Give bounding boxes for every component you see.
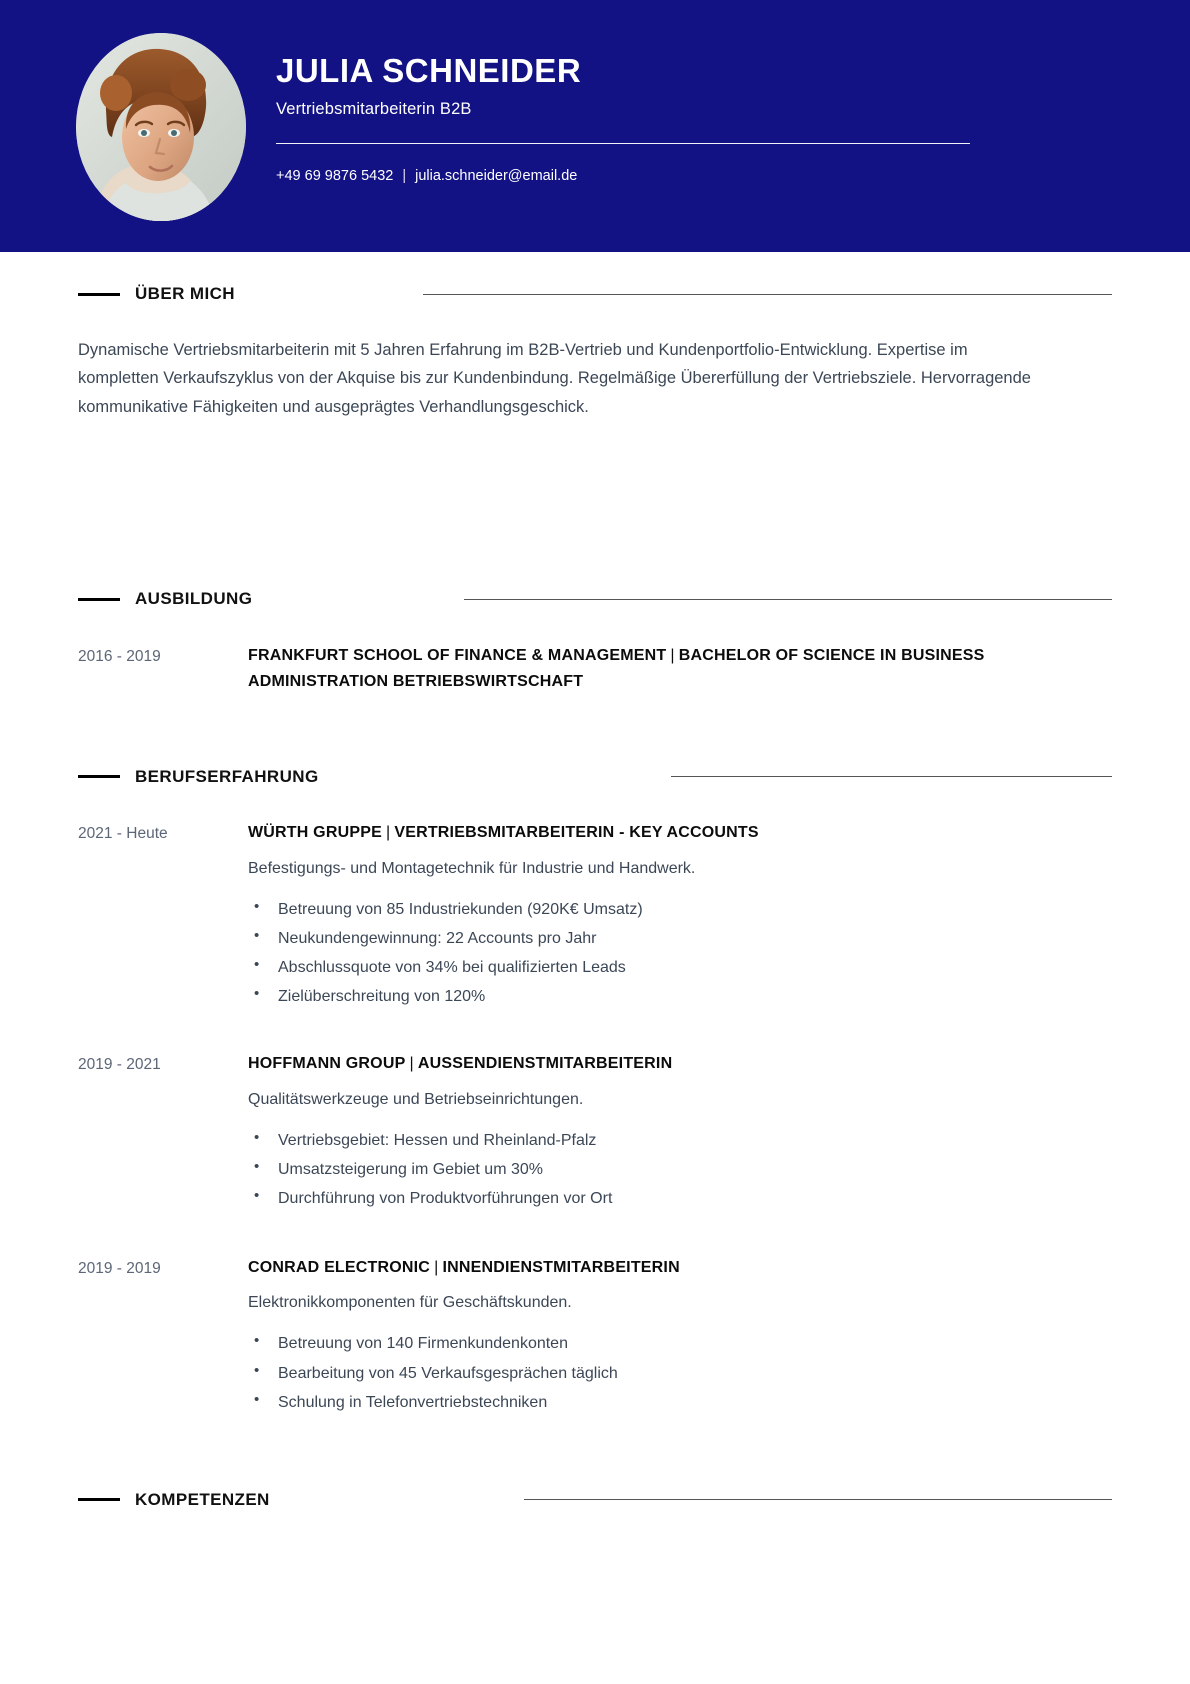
page-title: JULIA SCHNEIDER	[276, 52, 582, 89]
section-experience	[78, 767, 1112, 1417]
education-entry	[78, 643, 1112, 695]
experience-description: Qualitätswerkzeuge und Betriebseinrichtungen.	[248, 1091, 584, 1109]
experience-company: CONRAD ELECTRONIC	[248, 1258, 431, 1276]
experience-bullets	[248, 1126, 1038, 1213]
about-text: Dynamische Vertriebsmitarbeiterin mit 5 Jahren Erfahrung im B2B-Vertrieb und Kundenportfolio-Entwicklung. Expertise im kompletten Verkaufszyklus von der Akquise bis zur Kundenbindung. Regelmäßige Übererfüllung der Vertriebsziele. Hervorragende kommunikative Fähigkeiten und ausgeprägtes Verhandlungsgeschick.	[78, 341, 1031, 416]
section-dash-icon	[78, 775, 120, 778]
experience-details	[248, 1255, 1038, 1417]
experience-entry	[78, 1051, 1112, 1213]
list-item: • Schulung in Telefonvertriebstechniken	[248, 1388, 1038, 1417]
job-title: Vertriebsmitarbeiterin B2B	[276, 100, 472, 119]
email-address[interactable]: julia.schneider@email.de	[415, 168, 578, 185]
education-degree: BACHELOR OF SCIENCE IN BUSINESS ADMINISTRATION BETRIEBSWIRTSCHAFT	[248, 647, 985, 691]
experience-date: 2019 - 2019	[78, 1259, 161, 1277]
list-item: • Durchführung von Produktvorführungen vor Ort	[248, 1184, 1038, 1213]
list-item: • Umsatzsteigerung im Gebiet um 30%	[248, 1155, 1038, 1184]
experience-company: HOFFMANN GROUP	[248, 1055, 406, 1073]
experience-title	[248, 820, 1038, 846]
list-item: • Abschlussquote von 34% bei qualifizierten Leads	[248, 953, 1038, 982]
list-item: • Vertriebsgebiet: Hessen und Rheinland-Pfalz	[248, 1126, 1038, 1155]
list-item: • Betreuung von 140 Firmenkundenkonten	[248, 1329, 1038, 1358]
section-rule	[671, 776, 1112, 777]
resume-header	[0, 0, 1190, 252]
section-rule	[464, 599, 1112, 600]
section-education	[78, 589, 1112, 695]
section-skills	[78, 1490, 1112, 1510]
section-title-about: ÜBER MICH	[135, 284, 235, 303]
experience-role: INNENDIENSTMITARBEITERIN	[442, 1258, 680, 1276]
section-dash-icon	[78, 598, 120, 601]
section-title-skills: KOMPETENZEN	[135, 1489, 270, 1509]
section-rule	[423, 294, 1112, 295]
list-item: • Bearbeitung von 45 Verkaufsgesprächen täglich	[248, 1359, 1038, 1388]
list-item: • Neukundengewinnung: 22 Accounts pro Jahr	[248, 924, 1038, 953]
education-details	[248, 643, 1038, 695]
experience-details	[248, 1051, 1038, 1213]
education-title	[248, 643, 1038, 695]
section-header-skills	[78, 1490, 1112, 1510]
experience-description: Befestigungs- und Montagetechnik für Industrie und Handwerk.	[248, 859, 696, 877]
experience-company: WÜRTH GRUPPE	[248, 823, 382, 841]
section-rule	[524, 1499, 1112, 1500]
section-about	[78, 252, 1112, 421]
experience-bullets	[248, 1329, 1038, 1416]
experience-title	[248, 1255, 1038, 1281]
resume-body	[0, 252, 1190, 1510]
title-separator: |	[385, 823, 391, 841]
section-title-experience: BERUFSERFAHRUNG	[135, 766, 319, 786]
contact-separator: |	[402, 168, 407, 185]
section-dash-icon	[78, 293, 120, 296]
experience-entry	[78, 820, 1112, 1011]
section-header-about	[78, 284, 1112, 304]
experience-details	[248, 820, 1038, 1011]
header-divider	[276, 143, 970, 144]
phone-number[interactable]: +49 69 9876 5432	[276, 168, 394, 185]
title-separator: |	[434, 1258, 439, 1276]
education-institution: FRANKFURT SCHOOL OF FINANCE & MANAGEMENT	[248, 647, 667, 665]
contact-info	[276, 168, 976, 184]
section-title-education: AUSBILDUNG	[135, 589, 253, 609]
experience-role: AUSSENDIENSTMITARBEITERIN	[417, 1055, 673, 1073]
list-item: • Zielüberschreitung von 120%	[248, 982, 1038, 1011]
experience-entry	[78, 1255, 1112, 1417]
profile-photo-image	[76, 33, 246, 221]
experience-role: VERTRIEBSMITARBEITERIN - KEY ACCOUNTS	[394, 823, 759, 841]
experience-date: 2019 - 2021	[78, 1056, 161, 1074]
experience-date: 2021 - Heute	[78, 824, 168, 842]
experience-bullets	[248, 895, 1038, 1011]
title-separator: |	[409, 1055, 414, 1073]
avatar	[76, 33, 246, 221]
title-separator: |	[670, 647, 675, 665]
section-dash-icon	[78, 1498, 120, 1501]
section-header-experience	[78, 767, 1112, 787]
profile-photo	[76, 33, 246, 221]
header-text-block	[276, 50, 976, 184]
experience-description: Elektronikkomponenten für Geschäftskunden.	[248, 1294, 572, 1312]
education-date: 2016 - 2019	[78, 648, 161, 666]
list-item: • Betreuung von 85 Industriekunden (920K€ Umsatz)	[248, 895, 1038, 924]
section-header-education	[78, 589, 1112, 609]
experience-title	[248, 1051, 1038, 1077]
